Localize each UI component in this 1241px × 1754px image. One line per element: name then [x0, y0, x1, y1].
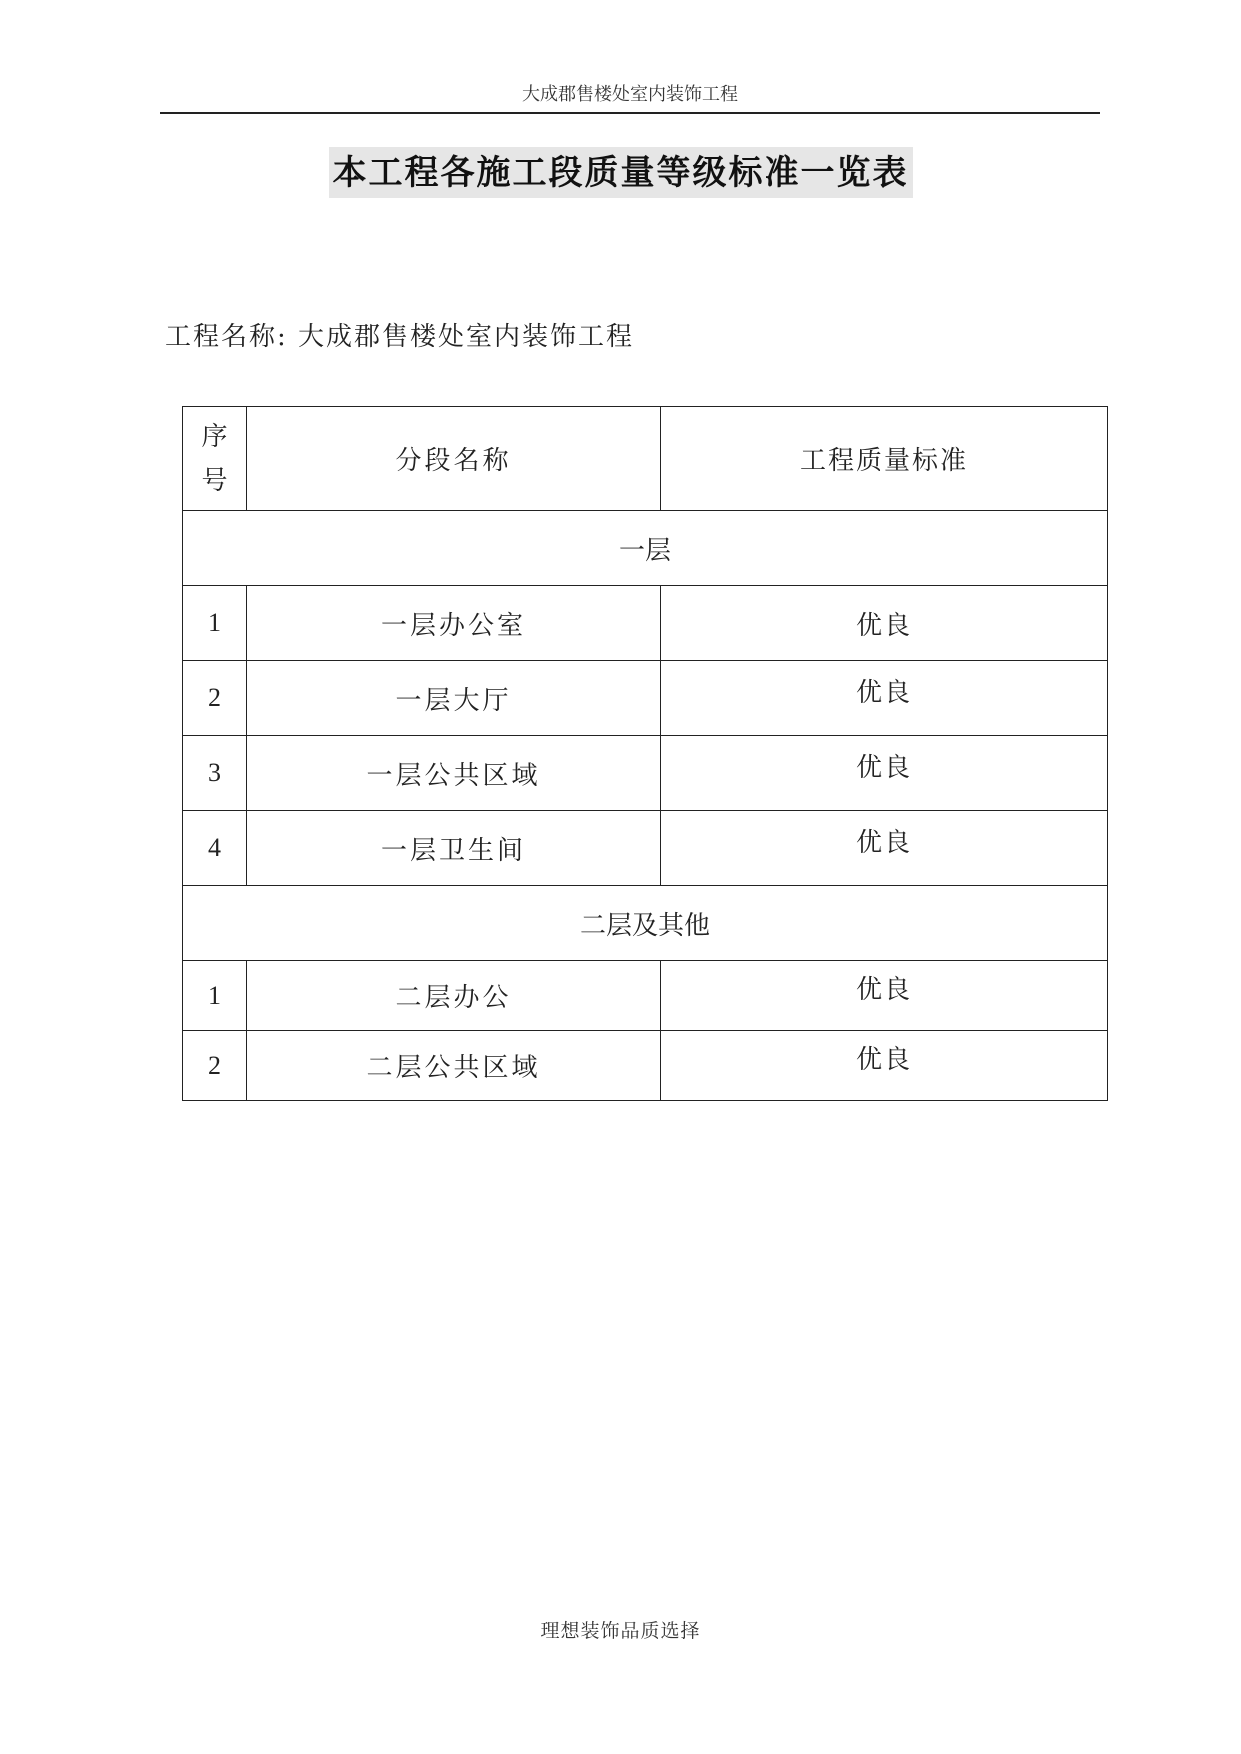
- quality-standard-text: 优良: [855, 677, 912, 708]
- row-number: 1: [183, 961, 247, 1031]
- quality-standard-text: 优良: [855, 1045, 912, 1075]
- table-row: [183, 736, 1108, 811]
- segment-name: 一层大厅: [247, 661, 661, 736]
- table-row: [183, 811, 1108, 886]
- section-title: 一层: [183, 511, 1108, 586]
- section-row: [183, 886, 1108, 961]
- table-row: [183, 586, 1108, 661]
- quality-standard-text: 优良: [855, 752, 912, 783]
- quality-standard: [661, 661, 1108, 736]
- quality-standard: [661, 811, 1108, 886]
- table-row: [183, 1031, 1108, 1101]
- quality-standard: 优良: [661, 586, 1108, 661]
- row-number: 4: [183, 811, 247, 886]
- title-container: [0, 147, 1241, 198]
- row-number: 3: [183, 736, 247, 811]
- segment-name: 一层办公室: [247, 586, 661, 661]
- project-name-line: [165, 316, 634, 353]
- segment-name: 一层卫生间: [247, 811, 661, 886]
- table-row: [183, 661, 1108, 736]
- header-divider: [160, 112, 1100, 114]
- table-row: [183, 961, 1108, 1031]
- quality-standard-header: 工程质量标准: [661, 407, 1108, 511]
- running-header: 大成郡售楼处室内装饰工程: [522, 84, 738, 105]
- project-name: 大成郡售楼处室内装饰工程: [298, 322, 635, 352]
- project-label: 工程名称:: [165, 322, 288, 352]
- quality-standard: [661, 1031, 1108, 1101]
- seq-header-line1: 序: [201, 421, 228, 452]
- seq-header: [183, 407, 247, 511]
- segment-name: 二层公共区域: [247, 1031, 661, 1101]
- row-number: 2: [183, 661, 247, 736]
- quality-standard: [661, 961, 1108, 1031]
- document-title: 本工程各施工段质量等级标准一览表: [329, 147, 913, 198]
- row-number: 2: [183, 1031, 247, 1101]
- segment-name-header: 分段名称: [247, 407, 661, 511]
- segment-name: 二层办公: [247, 961, 661, 1031]
- row-number: 1: [183, 586, 247, 661]
- segment-name: 一层公共区域: [247, 736, 661, 811]
- quality-standard-text: 优良: [855, 827, 912, 858]
- quality-standard: [661, 736, 1108, 811]
- section-title: 二层及其他: [183, 886, 1108, 961]
- quality-standard-table: [182, 406, 1108, 1101]
- seq-header-line2: 号: [201, 465, 228, 496]
- table-header-row: [183, 407, 1108, 511]
- page-footer: 理想装饰品质选择: [540, 1620, 701, 1642]
- quality-standard-text: 优良: [855, 975, 912, 1005]
- section-row: [183, 511, 1108, 586]
